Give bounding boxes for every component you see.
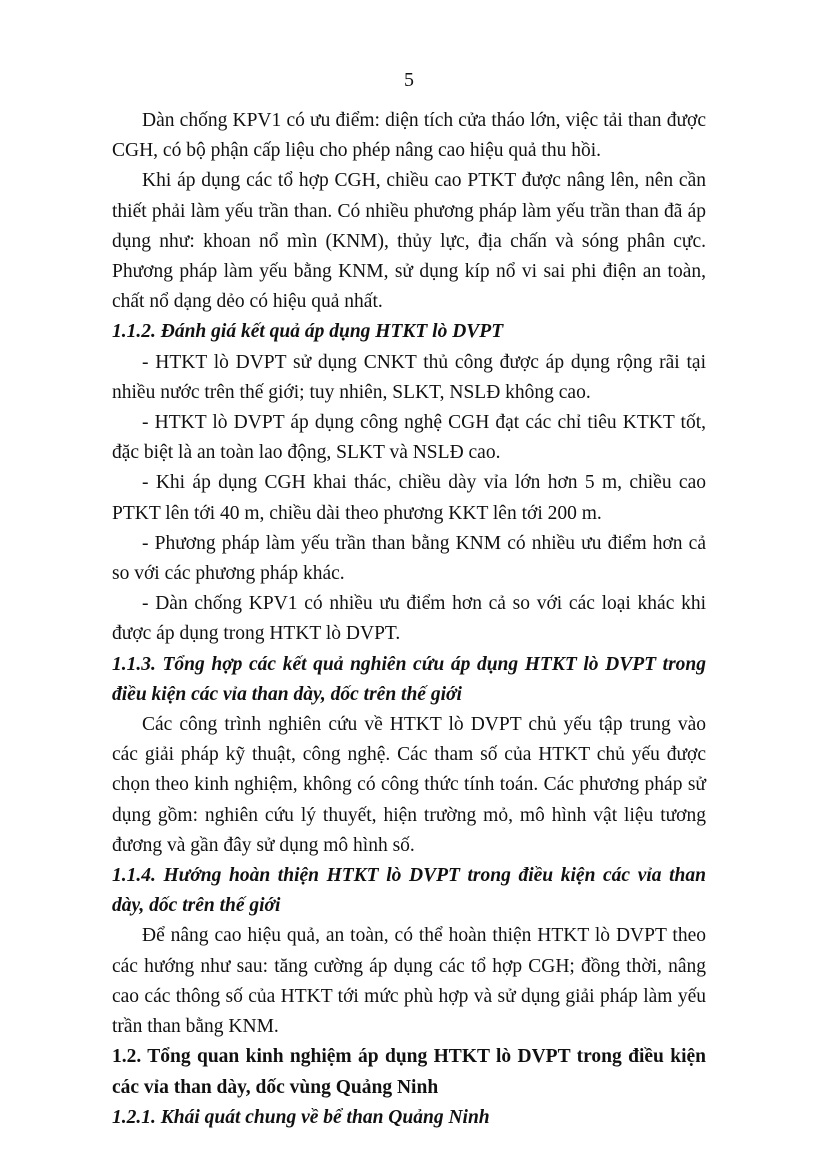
bullet-manual-mining: - HTKT lò DVPT sử dụng CNKT thủ công được áp dụng rộng rãi tại nhiều nước trên thế giới; tuy nhiên, SLKT, NSLĐ không cao.: [112, 351, 706, 403]
page-number: 5: [404, 69, 414, 91]
heading-1-1-3: 1.1.3. Tổng hợp các kết quả nghiên cứu áp dụng HTKT lò DVPT trong điều kiện các vỉa than dày, dốc trên thế giới: [112, 653, 706, 705]
bullet-blasting-method: - Phương pháp làm yếu trần than bằng KNM có nhiều ưu điểm hơn cả so với các phương pháp khác.: [112, 532, 706, 585]
heading-1-1-4: 1.1.4. Hướng hoàn thiện HTKT lò DVPT trong điều kiện các vỉa than dày, dốc trên thế giới: [112, 865, 706, 917]
paragraph-improvement-direction: Để nâng cao hiệu quả, an toàn, có thể hoàn thiện HTKT lò DVPT theo các hướng như sau: tăng cường áp dụng các tổ hợp CGH; đồng thời, nâng cao các thông số của HTKT tới mức phù hợp và sử dụng giải pháp làm yếu trần than bằng KNM.: [112, 925, 706, 1038]
bullet-seam-thickness: - Khi áp dụng CGH khai thác, chiều dày vỉa lớn hơn 5 m, chiều cao PTKT lên tới 40 m, chiều dài theo phương KKT lên tới 200 m.: [112, 472, 706, 524]
heading-1-2: 1.2. Tổng quan kinh nghiệm áp dụng HTKT lò DVPT trong điều kiện các vỉa than dày, dốc vùng Quảng Ninh: [112, 1046, 706, 1098]
bullet-kpv1-support: - Dàn chống KPV1 có nhiều ưu điểm hơn cả so với các loại khác khi được áp dụng trong HTKT lò DVPT.: [112, 593, 706, 645]
bullet-mechanized-mining: - HTKT lò DVPT áp dụng công nghệ CGH đạt các chỉ tiêu KTKT tốt, đặc biệt là an toàn lao động, SLKT và NSLĐ cao.: [112, 412, 706, 464]
heading-1-1-2: 1.1.2. Đánh giá kết quả áp dụng HTKT lò DVPT: [112, 321, 504, 343]
paragraph-roof-weakening: Khi áp dụng các tổ hợp CGH, chiều cao PTKT được nâng lên, nên cần thiết phải làm yếu trần than. Có nhiều phương pháp làm yếu trần than đã áp dụng như: khoan nổ mìn (KNM), thủy lực, địa chấn và sóng phân cực. Phương pháp làm yếu bằng KNM, sử dụng kíp nổ vi sai phi điện an toàn, chất nổ dạng dẻo có hiệu quả nhất.: [112, 170, 706, 313]
paragraph-kpv1-advantages: Dàn chống KPV1 có ưu điểm: diện tích cửa tháo lớn, việc tải than được CGH, có bộ phận cấp liệu cho phép nâng cao hiệu quả thu hồi.: [112, 110, 706, 162]
heading-1-2-1: 1.2.1. Khái quát chung về bể than Quảng Ninh: [112, 1106, 490, 1128]
paragraph-research-summary: Các công trình nghiên cứu về HTKT lò DVPT chủ yếu tập trung vào các giải pháp kỹ thuật, công nghệ. Các tham số của HTKT chủ yếu được chọn theo kinh nghiệm, không có công thức tính toán. Các phương pháp sử dụng gồm: nghiên cứu lý thuyết, hiện trường mỏ, mô hình vật liệu tương đương và gần đây sử dụng mô hình số.: [112, 714, 706, 856]
